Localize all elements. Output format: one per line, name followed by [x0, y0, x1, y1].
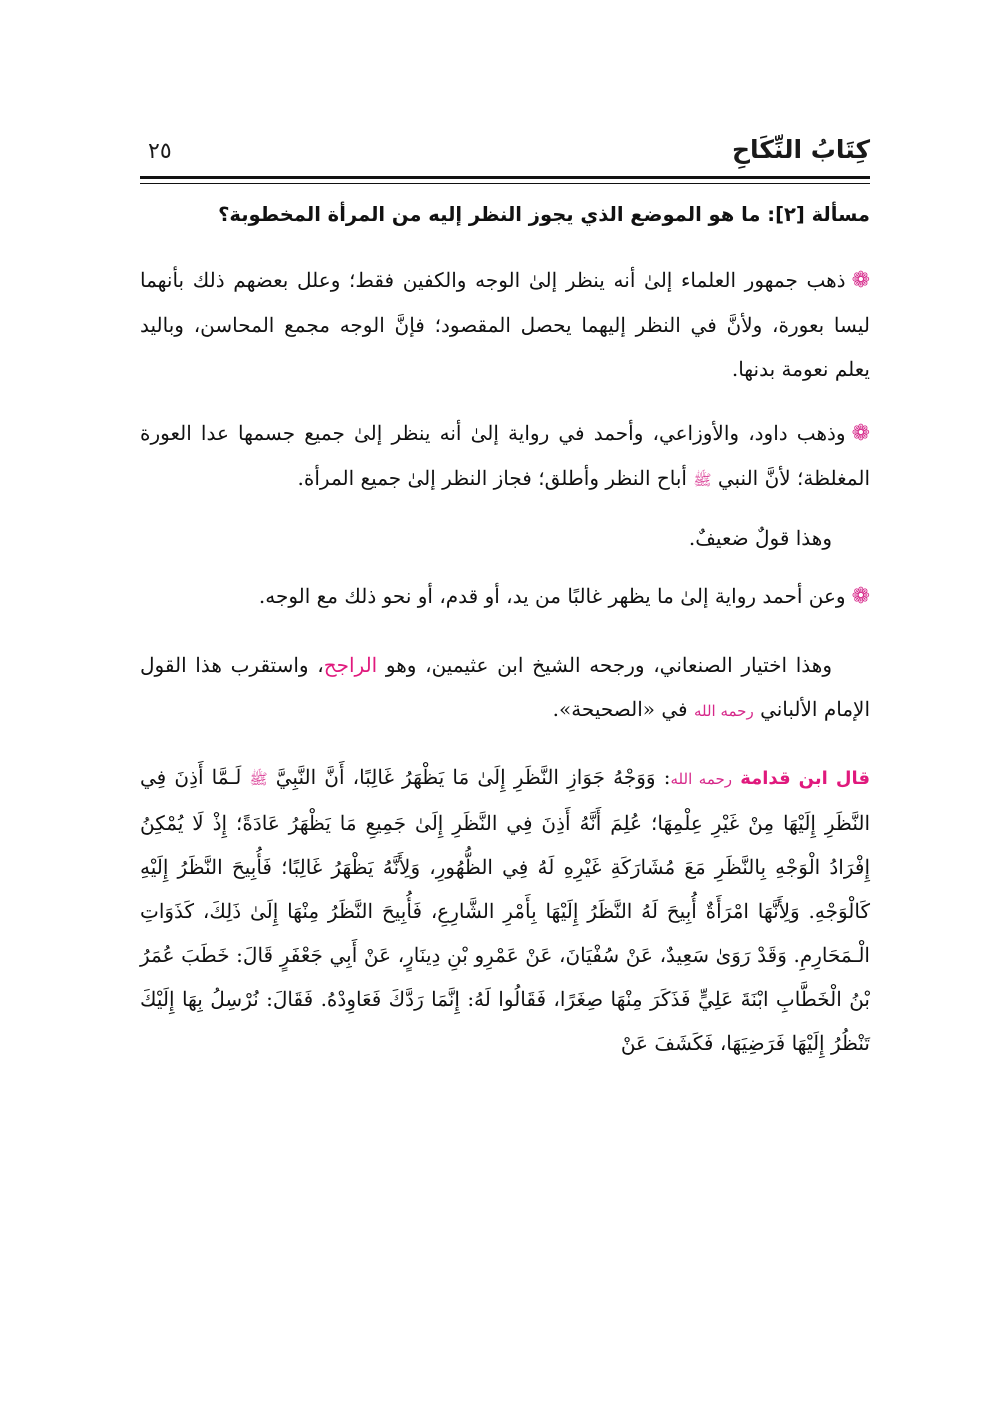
header-rule-thin: [140, 183, 870, 184]
paragraph-text: وعن أحمد رواية إلىٰ ما يظهر غالبًا من يد، أو قدم، أو نحو ذلك مع الوجه.: [258, 584, 846, 608]
paragraph-dawud-view: [140, 411, 870, 502]
paragraph-ibn-qudama-quote: [140, 755, 870, 1065]
paragraph-text: وهذا قولٌ ضعيفٌ.: [688, 526, 832, 550]
flower-ornament-icon: ❁: [851, 584, 870, 609]
rahimahullah-honorific: رحمه الله: [693, 702, 754, 720]
paragraph-weak-note: [140, 516, 870, 560]
header-rule-thick: [140, 176, 870, 179]
question-heading: [140, 200, 870, 230]
flower-ornament-icon: ❁: [851, 268, 870, 293]
paragraph-majority-view: [140, 258, 870, 391]
page-header: [140, 120, 870, 164]
page-number: ٢٥: [148, 139, 172, 164]
paragraph-text: ، واستقرب هذا القول الإمام الألباني: [140, 653, 870, 721]
salutation-honorific: ﷺ: [693, 471, 712, 489]
paragraph-text: في «الصحيحة».: [552, 697, 688, 721]
page: [140, 120, 870, 1065]
speaker-name: قال ابن قدامة: [740, 768, 871, 789]
rahimahullah-honorific: رحمه الله: [670, 770, 733, 788]
paragraph-ahmad-view: [140, 574, 870, 619]
book-title: كِتَابُ النِّكَاحِ: [731, 135, 870, 164]
paragraph-text: ذهب جمهور العلماء إلىٰ أنه ينظر إلىٰ الوجه والكفين فقط؛ وعلل بعضهم ذلك بأنهما ليسا بعورة، ولأنَّ في النظر إليهما يحصل المقصود؛ فإنَّ الوجه مجمع المحاسن، وباليد يعلم نعومة بدنها.: [140, 268, 870, 381]
quote-text: لَـمَّا أَذِنَ فِي النَّظَرِ إِلَيْهَا مِنْ غَيْرِ عِلْمِهَا؛ عُلِمَ أَنَّهُ أَذِنَ فِي النَّظَرِ إِلَىٰ جَمِيعِ مَا يَظْهَرُ عَادَةً؛ إِذْ لَا يُمْكِنُ إِفْرَادُ الْوَجْهِ بِالنَّظَرِ مَعَ مُشَارَكَةِ غَيْرِهِ لَهُ فِي الظُّهُورِ، وَلِأَنَّهُ يَظْهَرُ غَالِبًا؛ فَأُبِيحَ النَّظَرُ إِلَيْهِ كَالْوَجْهِ. وَلِأَنَّهَا امْرَأَةٌ أُبِيحَ لَهُ النَّظَرُ إِلَيْهَا بِأَمْرِ الشَّارِعِ، فَأُبِيحَ النَّظَرُ مِنْهَا إِلَىٰ ذَلِكَ، كَذَوَاتِ الْـمَحَارِمِ. وَقَدْ رَوَىٰ سَعِيدٌ، عَنْ سُفْيَانَ، عَنْ عَمْرِو بْنِ دِينَارٍ، عَنْ أَبِي جَعْفَرٍ قَالَ: خَطَبَ عُمَرُ بْنُ الْخَطَّابِ ابْنَةَ عَلِيٍّ فَذَكَرَ مِنْهَا صِغَرًا، فَقَالُوا لَهُ: إِنَّمَا رَدَّكَ فَعَاوِدْهُ. فَقَالَ: نُرْسِلُ بِهَا إِلَيْكَ تَنْظُرُ إِلَيْهَا فَرَضِيَهَا، فَكَشَفَ عَنْ: [140, 765, 871, 1055]
paragraph-preferred-view: [140, 643, 870, 733]
paragraph-text: أباح النظر وأطلق؛ فجاز النظر إلىٰ جميع المرأة.: [297, 466, 687, 490]
highlight-preferred: الراجح: [323, 653, 378, 677]
question-text: ما هو الموضع الذي يجوز النظر إليه من المرأة المخطوبة؟: [218, 203, 761, 226]
paragraph-text: وذهب داود، والأوزاعي، وأحمد في رواية إلىٰ أنه ينظر إلىٰ جميع جسمها عدا العورة المغلظة؛ لأنَّ النبي: [140, 421, 870, 490]
salutation-honorific: ﷺ: [249, 770, 268, 788]
flower-ornament-icon: ❁: [851, 421, 870, 446]
paragraph-text: وهذا اختيار الصنعاني، ورجحه الشيخ ابن عثيمين، وهو: [385, 653, 833, 677]
quote-text: : وَوَجْهُ جَوَازِ النَّظَرِ إِلَىٰ مَا يَظْهَرُ غَالِبًا، أَنَّ النَّبِيَّ: [275, 765, 671, 789]
question-label: مسألة [٢]:: [767, 203, 870, 226]
